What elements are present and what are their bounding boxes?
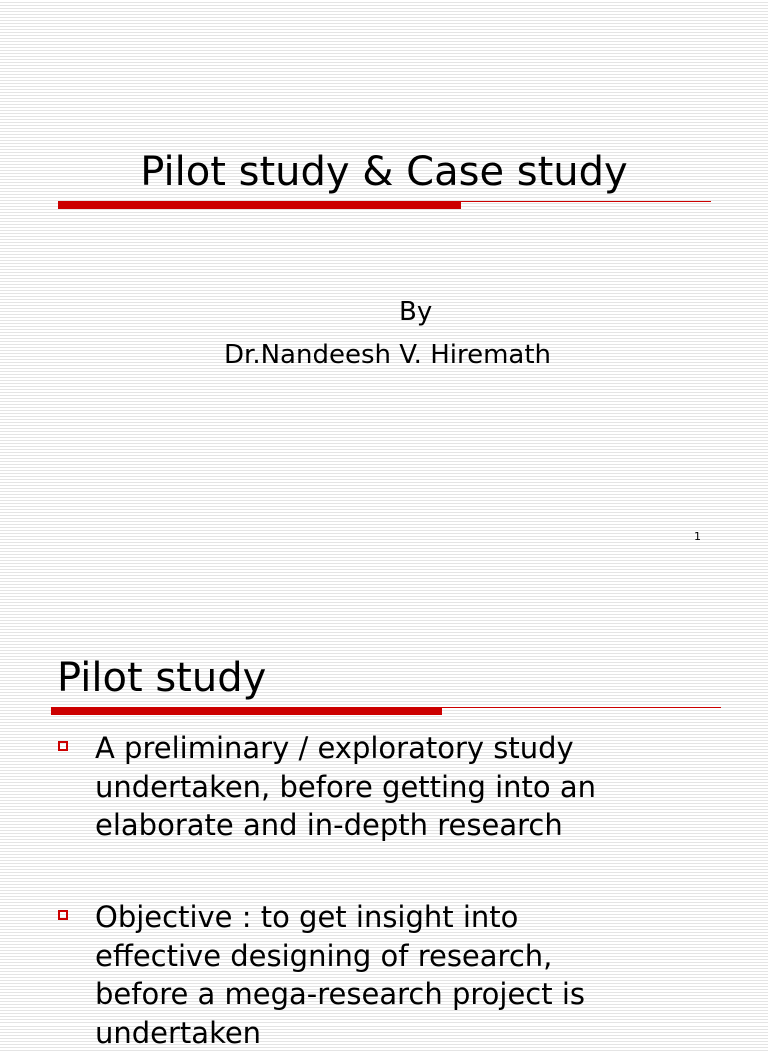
title-underline [51, 707, 721, 715]
content-slide [0, 620, 768, 1050]
underline-thin-segment [442, 707, 721, 708]
square-bullet-icon [58, 910, 68, 920]
square-bullet-icon [58, 741, 68, 751]
bullet-text: A preliminary / exploratory study undertaken, before getting into an elaborate and in-depth research [95, 731, 597, 842]
author-name: Dr.Nandeesh V. Hiremath [224, 340, 552, 370]
page-number: 1 [694, 530, 701, 543]
bullet-text: Objective : to get insight into effective designing of research, before a mega-research project is undertaken [95, 900, 585, 1050]
underline-thick-segment [58, 201, 461, 209]
slide-title: Pilot study [57, 655, 267, 701]
slide-title: Pilot study & Case study [140, 149, 628, 195]
underline-thick-segment [51, 707, 442, 715]
underline-thin-segment [461, 201, 711, 202]
title-underline [58, 201, 711, 209]
by-label: By [399, 297, 433, 327]
